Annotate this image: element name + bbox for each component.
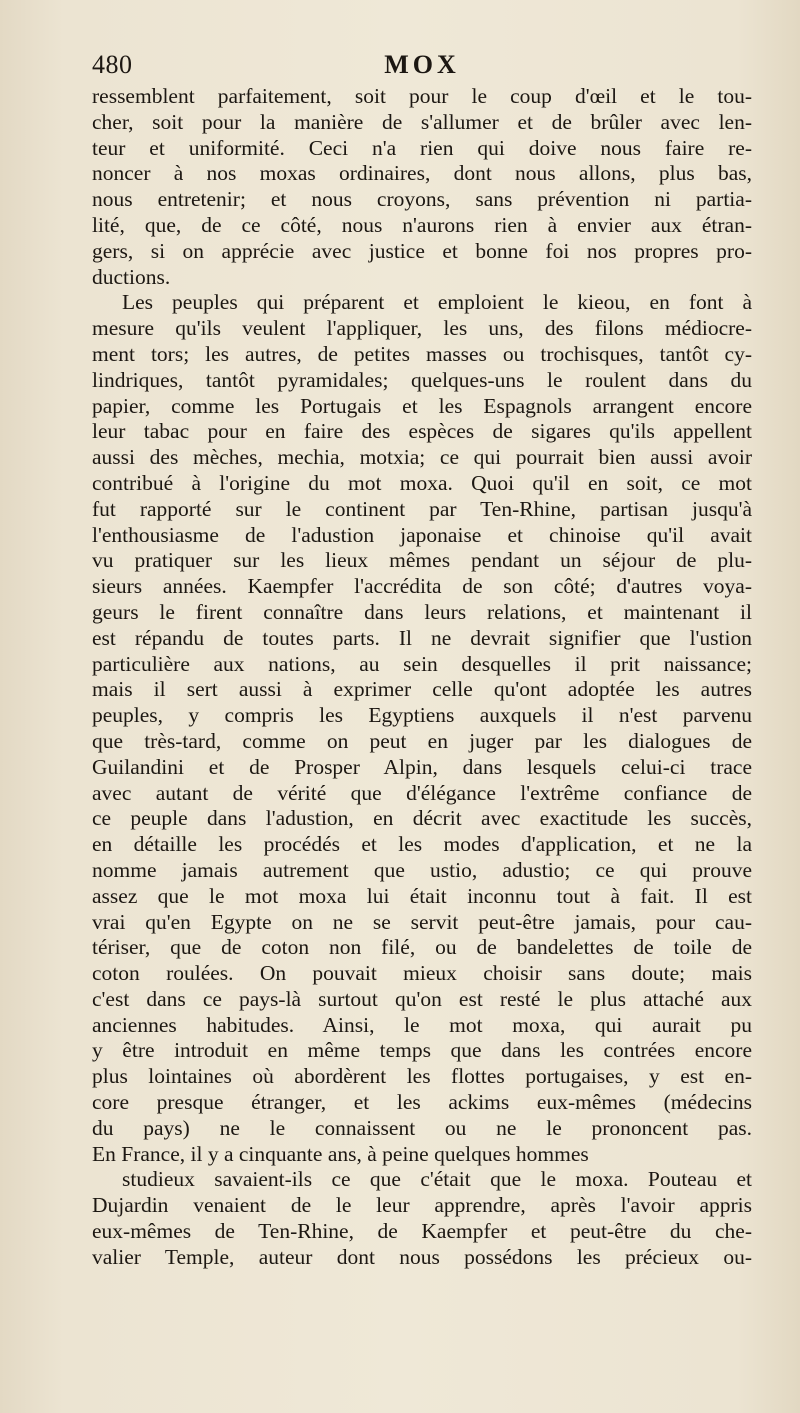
text-line: est répandu de toutes parts. Il ne devrait signifier que l'ustion (92, 625, 752, 650)
text-line: mais il sert aussi à exprimer celle qu'ont adoptée les autres (92, 677, 752, 702)
text-line: valier Temple, auteur dont nous possédons les précieux ou- (92, 1244, 752, 1269)
text-line: lindriques, tantôt pyramidales; quelques-uns le roulent dans du (92, 367, 752, 392)
text-line: particulière aux nations, au sein desquelles il prit naissance; (92, 651, 752, 676)
running-head: MOX (384, 50, 460, 79)
text-line: cher, soit pour la manière de s'allumer et de brûler avec len- (92, 109, 752, 134)
page-header (92, 50, 752, 84)
text-line: tériser, que de coton non filé, ou de bandelettes de toile de (92, 935, 752, 960)
text-line: Guilandini et de Prosper Alpin, dans lesquels celui-ci trace (92, 754, 752, 779)
text-line: c'est dans ce pays-là surtout qu'on est resté le plus attaché aux (92, 986, 752, 1011)
text-line: lité, que, de ce côté, nous n'aurons rien à envier aux étran- (92, 212, 752, 237)
text-line: mesure qu'ils veulent l'appliquer, les uns, des filons médiocre- (92, 316, 752, 341)
text-line: sieurs années. Kaempfer l'accrédita de son côté; d'autres voya- (92, 574, 752, 599)
text-line: nous entretenir; et nous croyons, sans prévention ni partia- (92, 187, 752, 212)
text-line: vrai qu'en Egypte on ne se servit peut-être jamais, pour cau- (92, 909, 752, 934)
text-line: studieux savaient-ils ce que c'était que le moxa. Pouteau et (122, 1167, 752, 1192)
text-line: aussi des mèches, mechia, motxia; ce qui pourrait bien aussi avoir (92, 445, 752, 470)
text-line: eux-mêmes de Ten-Rhine, de Kaempfer et peut-être du che- (92, 1219, 752, 1244)
text-line: teur et uniformité. Ceci n'a rien qui doive nous faire re- (92, 135, 752, 160)
text-line: ce peuple dans l'adustion, en décrit avec exactitude les succès, (92, 806, 752, 831)
text-line: ment tors; les autres, de petites masses ou trochisques, tantôt cy- (92, 341, 752, 366)
text-line: geurs le firent connaître dans leurs relations, et maintenant il (92, 599, 752, 624)
text-line: core presque étranger, et les ackims eux-mêmes (médecins (92, 1090, 752, 1115)
text-line (92, 1271, 752, 1297)
text-line: gers, si on apprécie avec justice et bonne foi nos propres pro- (92, 238, 752, 263)
text-line: en détaille les procédés et les modes d'application, et ne la (92, 832, 752, 857)
text-line: plus lointaines où abordèrent les flottes portugaises, y est en- (92, 1064, 752, 1089)
text-line: ressemblent parfaitement, soit pour le coup d'œil et le tou- (92, 84, 752, 108)
text-line: y être introduit en même temps que dans les contrées encore (92, 1038, 752, 1063)
text-line: noncer à nos moxas ordinaires, dont nous allons, plus bas, (92, 161, 752, 186)
text-line: leur tabac pour en faire des espèces de sigares qu'ils appellent (92, 419, 752, 444)
text-line: ductions. (92, 264, 171, 289)
text-line: du pays) ne le connaissent ou ne le prononcent pas. (92, 1115, 752, 1140)
page-number: 480 (92, 50, 133, 79)
text-line: Les peuples qui préparent et emploient le kieou, en font à (122, 290, 752, 315)
text-line: l'enthousiasme de l'adustion japonaise et chinoise qu'il avait (92, 522, 752, 547)
text-line: contribué à l'origine du mot moxa. Quoi qu'il en soit, ce mot (92, 470, 752, 495)
text-line: fut rapporté sur le continent par Ten-Rhine, partisan jusqu'à (92, 496, 752, 521)
text-line: nomme jamais autrement que ustio, adustio; ce qui prouve (92, 857, 752, 882)
text-line: assez que le mot moxa lui était inconnu tout à fait. Il est (92, 883, 752, 908)
body-text (92, 84, 752, 1296)
text-line: papier, comme les Portugais et les Espagnols arrangent encore (92, 393, 752, 418)
text-line: que très-tard, comme on peut en juger par les dialogues de (92, 728, 752, 753)
text-line: coton roulées. On pouvait mieux choisir sans doute; mais (92, 961, 752, 986)
text-line: avec autant de vérité que d'élégance l'extrême confiance de (92, 780, 752, 805)
text-line: Dujardin venaient de le leur apprendre, après l'avoir appris (92, 1193, 752, 1218)
text-line: vu pratiquer sur les lieux mêmes pendant un séjour de plu- (92, 548, 752, 573)
text-line: peuples, y compris les Egyptiens auxquels il n'est parvenu (92, 703, 752, 728)
text-line: anciennes habitudes. Ainsi, le mot moxa, qui aurait pu (92, 1012, 752, 1037)
text-line: En France, il y a cinquante ans, à peine quelques hommes (92, 1141, 589, 1166)
